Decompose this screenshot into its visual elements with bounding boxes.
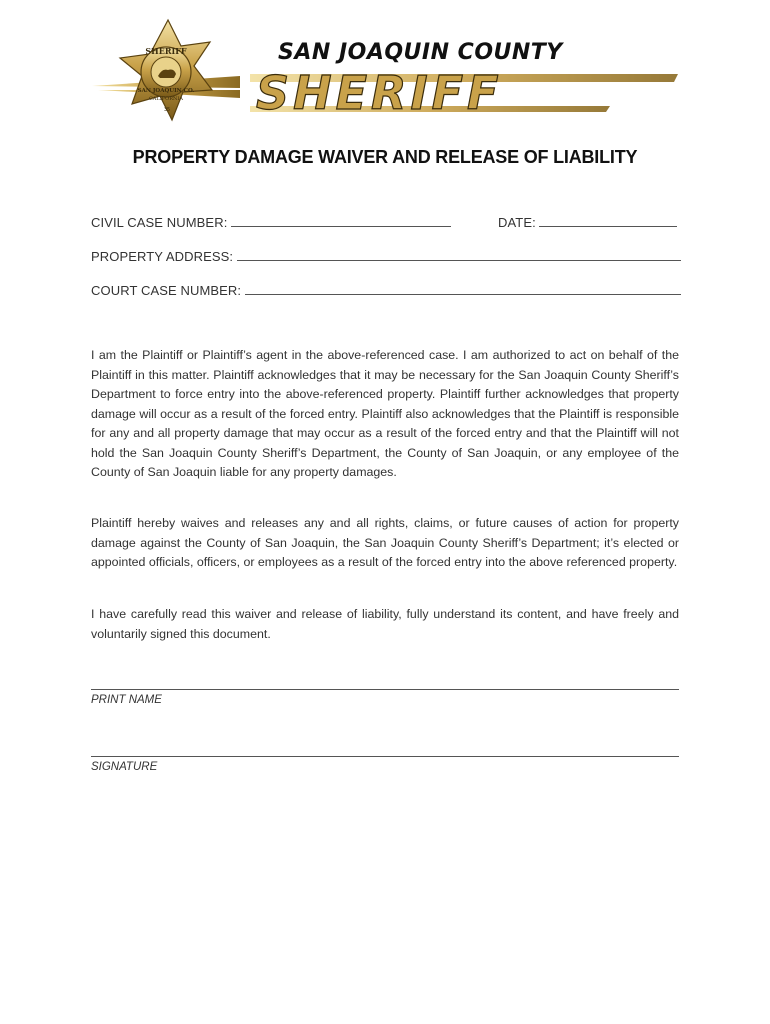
civil-case-number-label: CIVIL CASE NUMBER: bbox=[91, 215, 228, 230]
print-name-line[interactable] bbox=[91, 689, 679, 690]
print-name-label: PRINT NAME bbox=[91, 694, 162, 706]
logo-county-text: SAN JOAQUIN COUNTY bbox=[278, 40, 563, 65]
date-blank[interactable] bbox=[539, 214, 677, 227]
signature-line[interactable] bbox=[91, 756, 679, 757]
civil-case-number-blank[interactable] bbox=[231, 214, 451, 227]
badge-number: 35 bbox=[163, 107, 171, 113]
paragraph-waiver: Plaintiff hereby waives and releases any and all rights, claims, or future causes of action for property damage against the County of San Joaquin, the San Joaquin County Sheriff’s Department; it’s elected or appointed officials, officers, or employees as a result of the forced entry into the above referenced property. bbox=[91, 516, 679, 569]
sheriff-logo bbox=[90, 18, 680, 128]
badge-text-top: SHERIFF bbox=[145, 46, 187, 56]
document-title: PROPERTY DAMAGE WAIVER AND RELEASE OF LIABILITY bbox=[132, 147, 638, 167]
logo-sheriff-text: SHERIFF bbox=[256, 66, 503, 120]
civil-case-number-field[interactable] bbox=[91, 214, 451, 230]
date-label: DATE: bbox=[498, 215, 536, 230]
property-address-blank[interactable] bbox=[237, 248, 681, 261]
property-address-label: PROPERTY ADDRESS: bbox=[91, 249, 234, 264]
court-case-number-blank[interactable] bbox=[245, 282, 681, 295]
property-address-field[interactable] bbox=[91, 248, 681, 264]
paragraph-authorization: I am the Plaintiff or Plaintiff’s agent in the above-referenced case. I am authorized to act on behalf of the Plaintiff in this matter. Plaintiff acknowledges that it may be necessary for the San Joaquin County Sheriff’s Department to force entry into the above-referenced property. Plaintiff further acknowledges that property damage will occur as a result of the forced entry. Plaintiff also acknowledges that the Plaintiff is responsible for any and all property damage that may occur as a result of the forced entry and that the Plaintiff will not hold the San Joaquin County Sheriff’s Department, the County of San Joaquin, or any employee of the County of San Joaquin liable for any property damages. bbox=[91, 348, 679, 479]
badge-text-state: CALIFORNIA bbox=[148, 96, 184, 102]
badge-text-bottom: SAN JOAQUIN CO. bbox=[137, 88, 195, 94]
court-case-number-label: COURT CASE NUMBER: bbox=[91, 283, 242, 298]
paragraph-acknowledgement: I have carefully read this waiver and release of liability, fully understand its content, and have freely and voluntarily signed this document. bbox=[91, 607, 679, 641]
date-field[interactable] bbox=[498, 214, 680, 230]
signature-label: SIGNATURE bbox=[91, 761, 158, 773]
court-case-number-field[interactable] bbox=[91, 282, 681, 298]
